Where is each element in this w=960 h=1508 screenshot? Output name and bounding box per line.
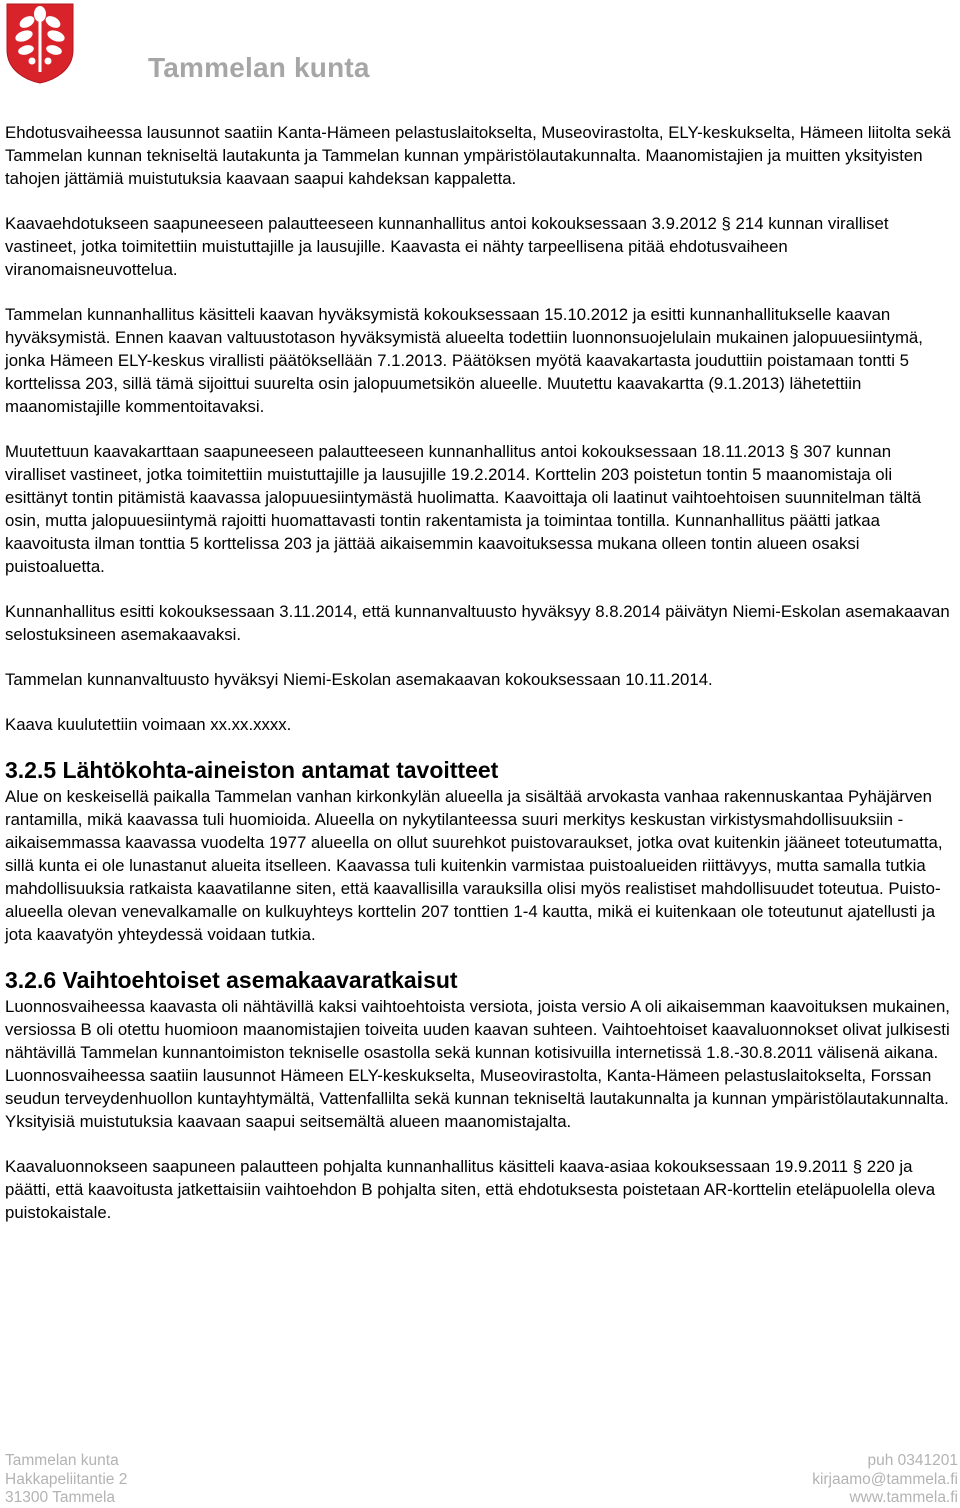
footer-address <box>5 1452 127 1508</box>
footer-website[interactable]: www.tammela.fi <box>849 1489 958 1506</box>
footer-postal: 31300 Tammela <box>5 1489 116 1506</box>
section-heading-3-2-5: 3.2.5 Lähtökohta-aineiston antamat tavoitteet <box>5 757 499 783</box>
paragraph-draft-feedback: Kaavaluonnokseen saapuneen palautteen pohjalta kunnanhallitus käsitteli kaava-asiaa kokouksessaan 19.9.2011 § 220 ja päätti, että kaavoitusta jatkettaisiin vaihtoehdon B pohjalta siten, että ehdotuksesta poistetaan AR-korttelin eteläpuolella oleva puistokaistale. <box>5 1157 936 1222</box>
document-body <box>5 121 955 1246</box>
footer-phone: puh 0341201 <box>867 1452 958 1469</box>
paragraph-approval-process: Tammelan kunnanhallitus käsitteli kaavan hyväksymistä kokouksessaan 15.10.2012 ja esitti kunnanhallitukselle kaavan hyväksymistä. Ennen kaavan valtuustotason hyväksymistä alueelta todettiin luonnonsuojelulain mukainen jalopuuesiintymä, jonka Hämeen ELY-keskus virallisti päätöksellään 7.1.2013. Päätöksen myötä kaavakartasta jouduttiin poistamaan tontti 5 korttelissa 203, sillä tämä sijoittui suurelta osin jalopuumetsikön alueelle. Muutettu kaavakartta (9.1.2013) lähetettiin maanomistajille kommentoitavaksi. <box>5 305 923 416</box>
municipality-crest <box>5 2 75 84</box>
paragraph-entry-into-force: Kaava kuulutettiin voimaan xx.xx.xxxx. <box>5 715 292 734</box>
paragraph-proposal-statements: Ehdotusvaiheessa lausunnot saatiin Kanta-Hämeen pelastuslaitokselta, Museovirastolta, ELY-keskukselta, Hämeen liitolta sekä Tammelan kunnan tekniseltä lautakunta ja Tammelan kunnan ympäristölautakunnalta. Maanomistajien ja muitten yksityisten tahojen jättämiä muistutuksia kaavaan saapui kahdeksan kappaletta. <box>5 123 951 188</box>
footer-contact <box>812 1452 958 1508</box>
page-header-title: Tammelan kunta <box>148 52 370 83</box>
footer-street: Hakkapeliitantie 2 <box>5 1470 128 1488</box>
paragraph-board-responses: Kaavaehdotukseen saapuneeseen palautteeseen kunnanhallitus antoi kokouksessaan 3.9.2012 § 214 kunnan viralliset vastineet, jotka toimitettiin muistuttajille ja lausujille. Kaavasta ei nähty tarpeellisena pitää ehdotusvaiheen viranomaisneuvottelua. <box>5 214 889 279</box>
footer-email[interactable]: kirjaamo@tammela.fi <box>812 1470 958 1488</box>
paragraph-council-approval: Tammelan kunnanvaltuusto hyväksyi Niemi-Eskolan asemakaavan kokouksessaan 10.11.2014. <box>5 670 713 689</box>
paragraph-alternatives: Luonnosvaiheessa kaavasta oli nähtävillä kaksi vaihtoehtoista versiota, joista versio A oli aikaisemman kaavoituksen mukainen, versiossa B oli otettu huomioon maanomistajien toiveita uuden kaavan suhteen. Vaihtoehtoiset kaavaluonnokset olivat julkisesti nähtävillä Tammelan kunnantoimiston tekniselle osastolla sekä kunnan kotisivuilla internetissä 1.8.-30.8.2011 välisenä aikana. Luonnosvaiheessa saatiin lausunnot Hämeen ELY-keskukselta, Museovirastolta, Kanta-Hämeen pelastuslaitokselta, Forssan seudun terveydenhuollon kuntayhtymältä, Vattenfallilta sekä kunnan tekniseltä lautakunnalta ja kunnan ympäristölautakunnalta. Yksityisiä muistutuksia kaavaan saapui seitsemältä alueen maanomistajalta. <box>5 997 950 1131</box>
section-heading-3-2-6: 3.2.6 Vaihtoehtoiset asemakaavaratkaisut <box>5 967 458 993</box>
paragraph-goals: Alue on keskeisellä paikalla Tammelan vanhan kirkonkylän alueella ja sisältää arvokasta vanhaa rakennuskantaa Pyhäjärven rantamilla, mikä kaavassa tuli huomioida. Alueella on nykytilanteessa suuri merkitys keskustan virkistysmahdollisuuksiin - aikaisemmassa kaavassa vuodelta 1977 alueella on ollut suurehkot puistovaraukset, jotka ovat kuitenkin jääneet toteutumatta, sillä kunta ei ole lunastanut alueita itselleen. Kaavassa tuli kuitenkin varmistaa puistoalueiden riittävyys, mutta samalla tutkia mahdollisuuksia ratkaista kaavatilanne siten, että kaavallisilla varauksilla olisi myös realistiset mahdollisuudet toteutua. Puisto-alueella olevan venevalkamalle on kulkuyhteys korttelin 207 tonttien 1-4 kautta, mikä ei kuitenkaan ole toteutunut ajatellusti ja jota kaavatyön yhteydessä voidaan tutkia. <box>5 787 943 944</box>
paragraph-board-proposal: Kunnanhallitus esitti kokouksessaan 3.11.2014, että kunnanvaltuusto hyväksyy 8.8.2014 päivätyn Niemi-Eskolan asemakaavan selostuksineen asemakaavaksi. <box>5 602 950 644</box>
paragraph-modified-map-feedback: Muutettuun kaavakarttaan saapuneeseen palautteeseen kunnanhallitus antoi kokouksessaan 18.11.2013 § 307 kunnan viralliset vastineet, jotka toimitettiin muistuttajille ja lausujille 19.2.2014. Korttelin 203 poistetun tontin 5 maanomistaja oli esittänyt tontin pitämistä kaavassa jalopuuesiintymästä huolimatta. Kaavoittaja oli laatinut vaihtoehtoisen suunnitelman tältä osin, mutta jalopuuesiintymä rajoitti huomattavasti tontin rakentamista ja toimintaa tontilla. Kunnanhallitus päätti jatkaa kaavoitusta ilman tonttia 5 korttelissa 203 ja jättää aikaisemmin kaavoituksessa mukana olleen tontin alueen osaksi puistoaluetta. <box>5 442 922 576</box>
footer-org-name: Tammelan kunta <box>5 1452 119 1469</box>
